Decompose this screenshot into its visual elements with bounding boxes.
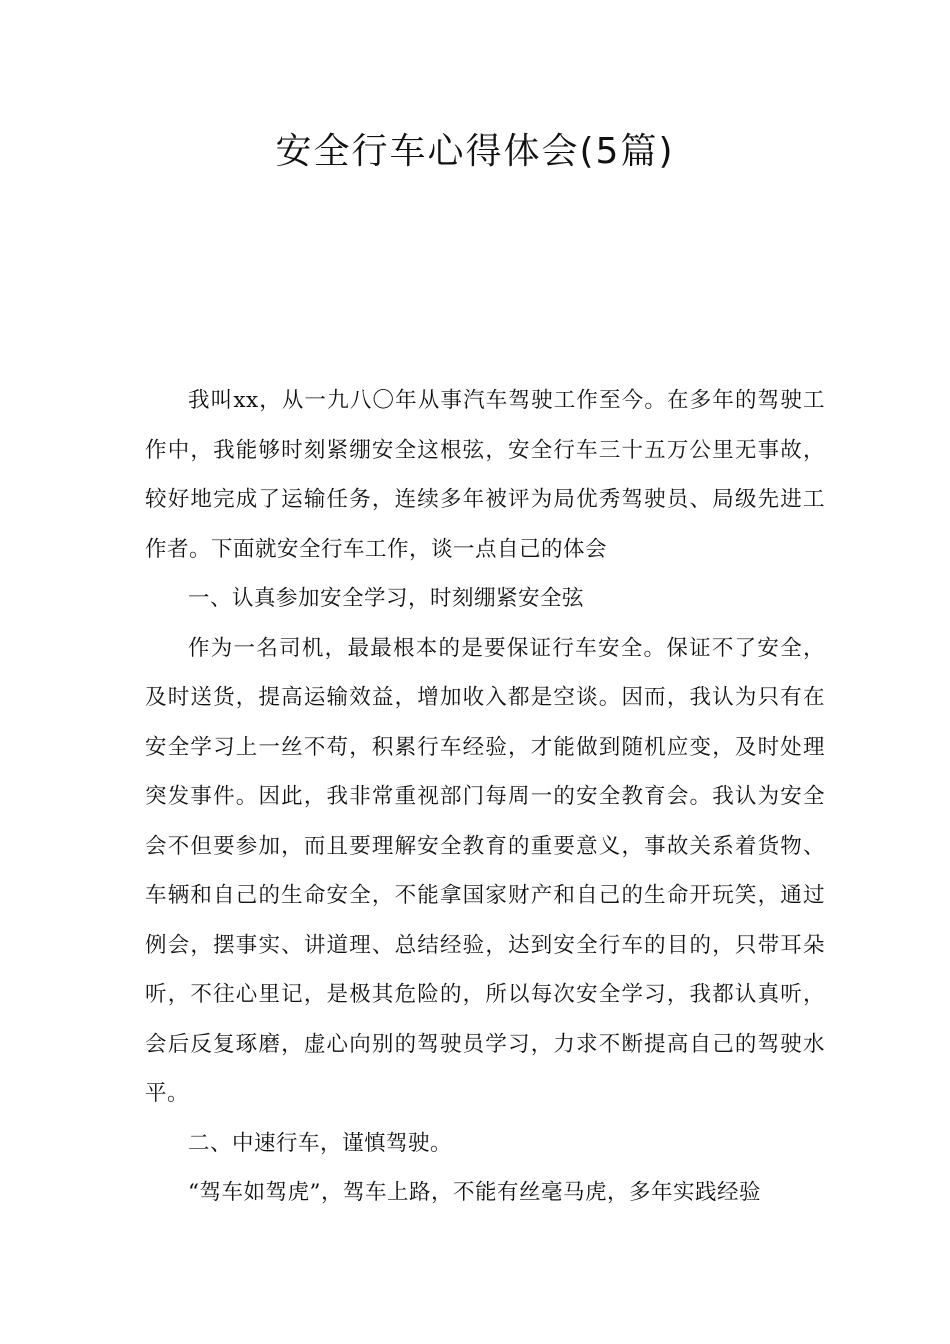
section-heading-1: 一、认真参加安全学习，时刻绷紧安全弦 — [188, 586, 585, 611]
section-1-paragraph: 作为一名司机，最最根本的是要保证行车安全。保证不了安全，及时送货，提高运输效益，增加收入都是空谈。因而，我认为只有在安全学习上一丝不苟，积累行车经验，才能做到随机应变，及时处理突发事件。因此，我非常重视部门每周一的安全教育会。我认为安全会不但要参加，而且要理解安全教育的重要意义，事故关系着货物、车辆和自己的生命安全，不能拿国家财产和自己的生命开玩笑，通过例会，摆事实、讲道理、总结经验，达到安全行车的目的，只带耳朵听，不往心里记，是极其危险的，所以每次安全学习，我都认真听，会后反复琢磨，虚心向别的驾驶员学习，力求不断提高自己的驾驶水平。 — [145, 635, 825, 1106]
section-2-paragraph: “驾车如驾虎”，驾车上路，不能有丝毫马虎，多年实践经验 — [188, 1180, 761, 1205]
section-heading-2: 二、中速行车，谨慎驾驶。 — [188, 1130, 453, 1156]
document-title: 安全行车心得体会(5篇) — [275, 131, 675, 172]
document-body — [145, 376, 825, 1218]
intro-paragraph: 我叫xx，从一九八〇年从事汽车驾驶工作至今。在多年的驾驶工作中，我能够时刻紧绷安全这根弦，安全行车三十五万公里无事故，较好地完成了运输任务，连续多年被评为局优秀驾驶员、局级先进工作者。下面就安全行车工作，谈一点自己的体会 — [145, 388, 825, 562]
